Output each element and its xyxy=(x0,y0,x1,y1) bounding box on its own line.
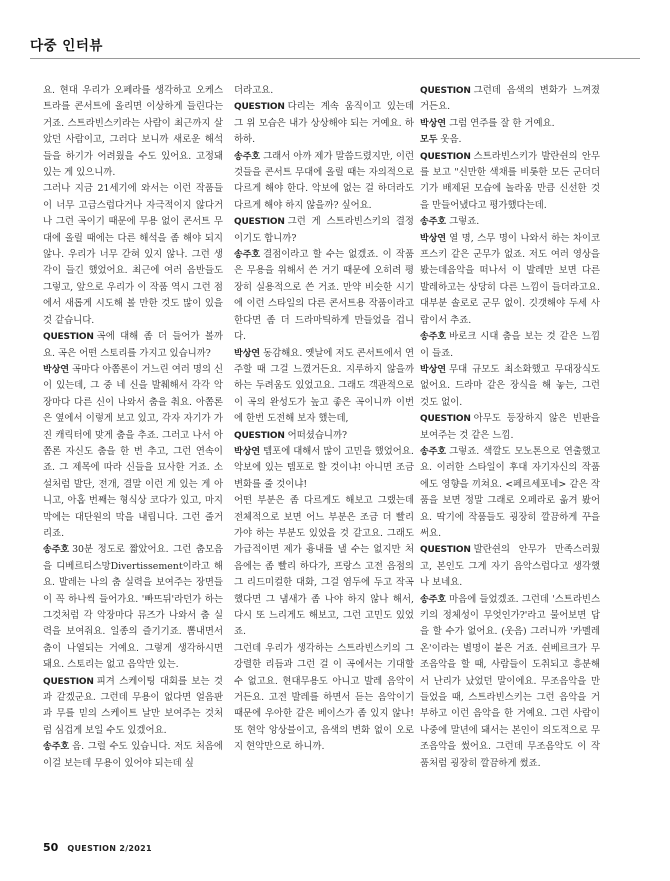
question-label: QUESTION xyxy=(43,676,94,687)
paragraph-text: 음. 그럴 수도 있습니다. 저도 처음에 이걸 보는데 무용이 있어야 되는데 싶 xyxy=(43,741,223,769)
interview-paragraph xyxy=(420,83,600,116)
paragraph-text: 30분 정도로 짧았어요. 그런 춤모음을 디베르티스망Divertissement이라고 해요. 발레는 나의 춤 실력을 보여주는 장면들이 꼭 하나씩 들어가요. '빠뜨뒤'라던가 하는 그것처럼 각 악장마다 뮤즈가 나와서 춤 실력을 보여줘요. 일종의 즐기기죠. 뽐내면서 춤이 나열되는 거예요. 그렇게 생각하시면 돼요. 스토리는 없고 음악만 있는. xyxy=(43,544,223,671)
paragraph-text: 결점이라고 할 수는 없겠죠. 이 작품은 무용을 위해서 쓴 거기 때문에 오히려 평장히 실용적으로 쓴 거죠. 만약 비슷한 시기에 이런 스타일의 다른 콘서트용 작품이라고 한다면 좀 더 드라마틱하게 만들었을 겁니다. xyxy=(234,249,414,343)
interview-paragraph xyxy=(234,149,414,215)
interview-paragraph xyxy=(420,542,600,591)
paragraph-text: 그럼 연주를 잘 한 거예요. xyxy=(449,117,555,129)
magazine-issue: QUESTION 2/2021 xyxy=(67,844,152,853)
interview-paragraph xyxy=(420,362,600,411)
section-title: 다중 인터뷰 xyxy=(30,38,103,54)
paragraph-text: 더라고요. xyxy=(234,85,274,96)
paragraph-text: 어떤 부분은 좀 다르게도 해보고 그랬는데 전체적으로 보면 어느 부분은 조금 더 빨리 가야 하는 부분도 있었을 것 같고요. 그래도 가급적이면 제가 흉내를 낼 수는 없지만 처음에는 좀 빨리 하다가, 프랑스 고전 음점의 그 리드미컬한 대화, 그걸 염두에 두고 작곡했다면 그 냄새가 좀 나야 하지 않나 해서, 다시 또 느리게도 해보고, 그런 고민도 있었죠. xyxy=(234,495,414,638)
interview-paragraph xyxy=(43,83,223,181)
paragraph-text: 다리는 계속 움직이고 있는데 그 위 모습은 내가 상상해야 되는 거예요. 하하하. xyxy=(234,101,414,146)
header-divider xyxy=(30,58,640,59)
question-label: QUESTION xyxy=(420,414,471,425)
question-label: QUESTION xyxy=(420,151,471,162)
paragraph-text: 마음에 들었겠죠. 그런데 '스트라빈스키의 정체성이 무엇인가?'라고 물어보면 답을 할 수가 없어요. (웃음) 그러니까 '카멜레온'이라는 별명이 붙은 거죠. 쉰베르크가 무조음악을 할 때, 사람들이 도취되고 흥분해서 난리가 났었던 말이에요. 무조음악을 만들었을 때, 스트라빈스키는 그런 음악을 거부하고 이런 음악을 한 거예요. 그런 사람이 나중에 말년에 돼서는 본인이 의도적으로 무조음악을 썼어요. 그런데 무조음악도 이 작품처럼 굉장히 깔끔하게 썼죠. xyxy=(420,593,600,769)
paragraph-text: 스트라빈스키가 발란쉰의 안무를 보고 "신만한 색채를 비롯한 모든 군더더기가 배제된 모습에 놀라움 만큼 신선한 것을 만들어냈다고 평가했다는데. xyxy=(420,150,600,211)
paragraph-text: 그런데 우리가 생각하는 스트라빈스키의 그 강렬한 리듬과 그런 걸 이 곡에서는 기대할 수 없고요. 현대무용도 아니고 발레 음악이거든요. 고전 발레를 하면서 듣는 음악이기 때문에 우아한 같은 베이스가 좀 있지 않나! 또 현악 앙상블이고, 음색의 변화 없이 오로지 현악만으로 하니까. xyxy=(234,642,414,753)
speaker-name: 송주호 xyxy=(420,332,447,343)
interview-paragraph xyxy=(420,231,600,329)
paragraph-text: 그렇죠. xyxy=(449,216,480,228)
interview-paragraph xyxy=(43,362,223,542)
page-number: 50 xyxy=(43,841,59,854)
interview-paragraph xyxy=(234,99,414,148)
speaker-name: 박상연 xyxy=(420,118,447,129)
paragraph-text: 템포에 대해서 많이 고민을 했었어요. xyxy=(263,445,414,457)
paragraph-text: 동감해요. 옛날에 저도 콘서트에서 연주할 때 그걸 느꼈거든요. 지루하지 않을까 하는 두려움도 있었고요. 그래도 객관적으로 이 곡의 완성도가 높고 좋은 곡이니까 이번에 한번 도전해 보자 했는데, xyxy=(234,347,414,425)
paragraph-text: 그렇죠. 색깔도 모노톤으로 연출했고요. 이러한 스타일이 후대 자기자신의 작품에도 영향을 끼쳐요. <페르세포네> 같은 작품을 보면 정말 그래로 오페라로 옮겨 봤어요. 딱기에 작품들도 굉장히 깔끔하게 꾸을 써요. xyxy=(420,445,600,539)
interview-paragraph xyxy=(234,460,414,493)
question-label: QUESTION xyxy=(43,332,94,343)
speaker-name: 박상연 xyxy=(420,364,447,375)
paragraph-text: 바로크 시대 춤을 보는 것 같은 느낌이 들죠. xyxy=(420,331,600,359)
interview-paragraph xyxy=(43,674,223,740)
speaker-name: 박상연 xyxy=(43,364,70,375)
paragraph-text: 그런 게 스트라빈스키의 결정이기도 합니까? xyxy=(234,216,414,244)
text-column-1 xyxy=(43,83,223,831)
speaker-name: 송주호 xyxy=(43,742,70,753)
interview-paragraph xyxy=(43,181,223,329)
question-label: QUESTION xyxy=(234,217,285,228)
paragraph-text: 요. 현대 우리가 오페라를 생각하고 오케스트라를 콘서트에 올리면 이상하게 들린다는 거죠. 스트라빈스키라는 사람이 최근까지 살았던 사람이고, 그러다 보니까 새로운 해석들을 하기가 어려웠을 수도 있어요. 고정돼 있는 게 있으니까. xyxy=(43,85,223,179)
text-column-3 xyxy=(420,83,600,831)
speaker-name: 송주호 xyxy=(234,151,261,162)
paragraph-text: 그래서 아까 제가 말씀드렸지만, 이런 것들을 콘서트 무대에 올릴 때는 자의적으로 다르게 해야 한다. 악보에 없는 걸 하더라도 다르게 해야 하지 않을까? 싶어요. xyxy=(234,150,414,211)
paragraph-text: 아무도 등장하지 않은 빈판을 보여주는 것 같은 느낌. xyxy=(420,413,600,441)
interview-paragraph xyxy=(420,132,600,148)
interview-paragraph xyxy=(420,149,600,215)
interview-paragraph xyxy=(43,542,223,673)
paragraph-text: 웃음. xyxy=(440,134,462,146)
question-label: QUESTION xyxy=(234,102,285,113)
interview-paragraph xyxy=(43,739,223,772)
speaker-name: 송주호 xyxy=(43,545,70,556)
paragraph-text: 발란쉰의 안무가 만족스러웠고, 본인도 그게 자기 음악스럽다고 생각했나 보네요. xyxy=(420,544,600,589)
question-label: QUESTION xyxy=(234,430,285,441)
question-label: QUESTION xyxy=(420,545,471,556)
interview-paragraph xyxy=(234,428,414,444)
speaker-name: 박상연 xyxy=(234,446,261,457)
speaker-name: 송주호 xyxy=(420,594,447,605)
interview-paragraph xyxy=(420,592,600,772)
speaker-name: 박상연 xyxy=(420,233,447,244)
paragraph-text: 곡에 대해 좀 더 들어가 볼까요. 곡은 어떤 스토리를 가지고 있습니까? xyxy=(43,331,223,359)
interview-paragraph xyxy=(420,116,600,132)
interview-paragraph xyxy=(420,329,600,362)
speaker-name: 송주호 xyxy=(420,217,447,228)
page-header xyxy=(0,0,670,64)
interview-paragraph xyxy=(234,83,414,99)
interview-paragraph xyxy=(234,247,414,345)
interview-paragraph xyxy=(234,346,414,428)
interview-paragraph xyxy=(420,214,600,230)
speaker-name: 박상연 xyxy=(234,348,261,359)
paragraph-text: 그러나 지금 21세기에 와서는 이런 작품들이 너무 고급스럽다거나 자극적이지 않다거나 그런 곡이기 때문에 무용 없이 콘서트 무대에 올릴 때에는 다른 해석을 좀 해야 되지 않나. 우리가 너무 갇혀 있지 않나. 그런 생각이 들긴 했었어요. 최근에 여러 음반들도 그렇고, 앞으로 우리가 이 작품 역시 그런 점에서 새롭게 시도해 볼 만한 것도 많이 있을 것 같습니다. xyxy=(43,183,223,326)
speaker-name: 송주호 xyxy=(420,446,447,457)
text-column-2 xyxy=(234,83,414,831)
interview-paragraph xyxy=(234,444,414,460)
paragraph-text: 어떠셨습니까? xyxy=(287,429,348,441)
paragraph-text: 피겨 스케이팅 대회를 보는 것과 같겠군요. 그런데 무용이 없다면 얼음판과 무를 믿의 스케이트 날만 보여주는 것처럼 심겁게 보일 수도 있겠어요. xyxy=(43,675,223,736)
paragraph-text: 악보에 있는 템포로 할 것이냐! 아니면 조금 변화를 줄 것이냐! xyxy=(234,462,414,490)
paragraph-text: 곡마다 아쫌론이 거느린 여러 명의 신이 있는데, 그 중 네 신을 발췌해서 각각 악장마다 다른 신이 나와서 춤을 춰요. 아쫌론은 옆에서 이렇게 보고 있고, 각자 자기가 가진 캐릭터에 맞게 춤을 추죠. 그러고 나서 아쫌론 자신도 춤을 한 번 추고, 그런 연속이죠. 그 제목에 따라 신들을 묘사한 거죠. 소설처럼 발단, 전개, 결말 이런 게 있는 게 아니고, 아홉 번째는 형식상 코다가 있고, 마지막에는 대단원의 막을 내립니다. 그런 줄거리죠. xyxy=(43,363,223,539)
interview-paragraph xyxy=(420,411,600,444)
interview-paragraph xyxy=(43,329,223,362)
paragraph-text: 그런데 음색의 변화가 느껴졌거든요. xyxy=(420,85,600,113)
interview-paragraph xyxy=(420,444,600,542)
speaker-name: 송주호 xyxy=(234,250,261,261)
interview-paragraph xyxy=(234,493,414,641)
interview-paragraph xyxy=(234,641,414,756)
paragraph-text: 무대 규모도 최소화했고 무대장식도 없어요. 드라마 같은 장식을 해 놓는, 그런 것도 없이. xyxy=(420,363,600,408)
question-label: QUESTION xyxy=(420,86,471,96)
paragraph-text: 열 명, 스무 명이 나와서 하는 차이코프스키 같은 군무가 없죠. 저도 여러 영상을 봤는데음악을 떠나서 이 발레만 보면 다른 발레하고는 상당히 다른 느낌이 들더라고요. 대부분 솔로로 군무 없이. 깃갯해야 두세 사람이서 추죠. xyxy=(420,232,600,326)
page-footer xyxy=(43,836,152,852)
speaker-name: 모두 xyxy=(420,135,438,146)
interview-paragraph xyxy=(234,214,414,247)
